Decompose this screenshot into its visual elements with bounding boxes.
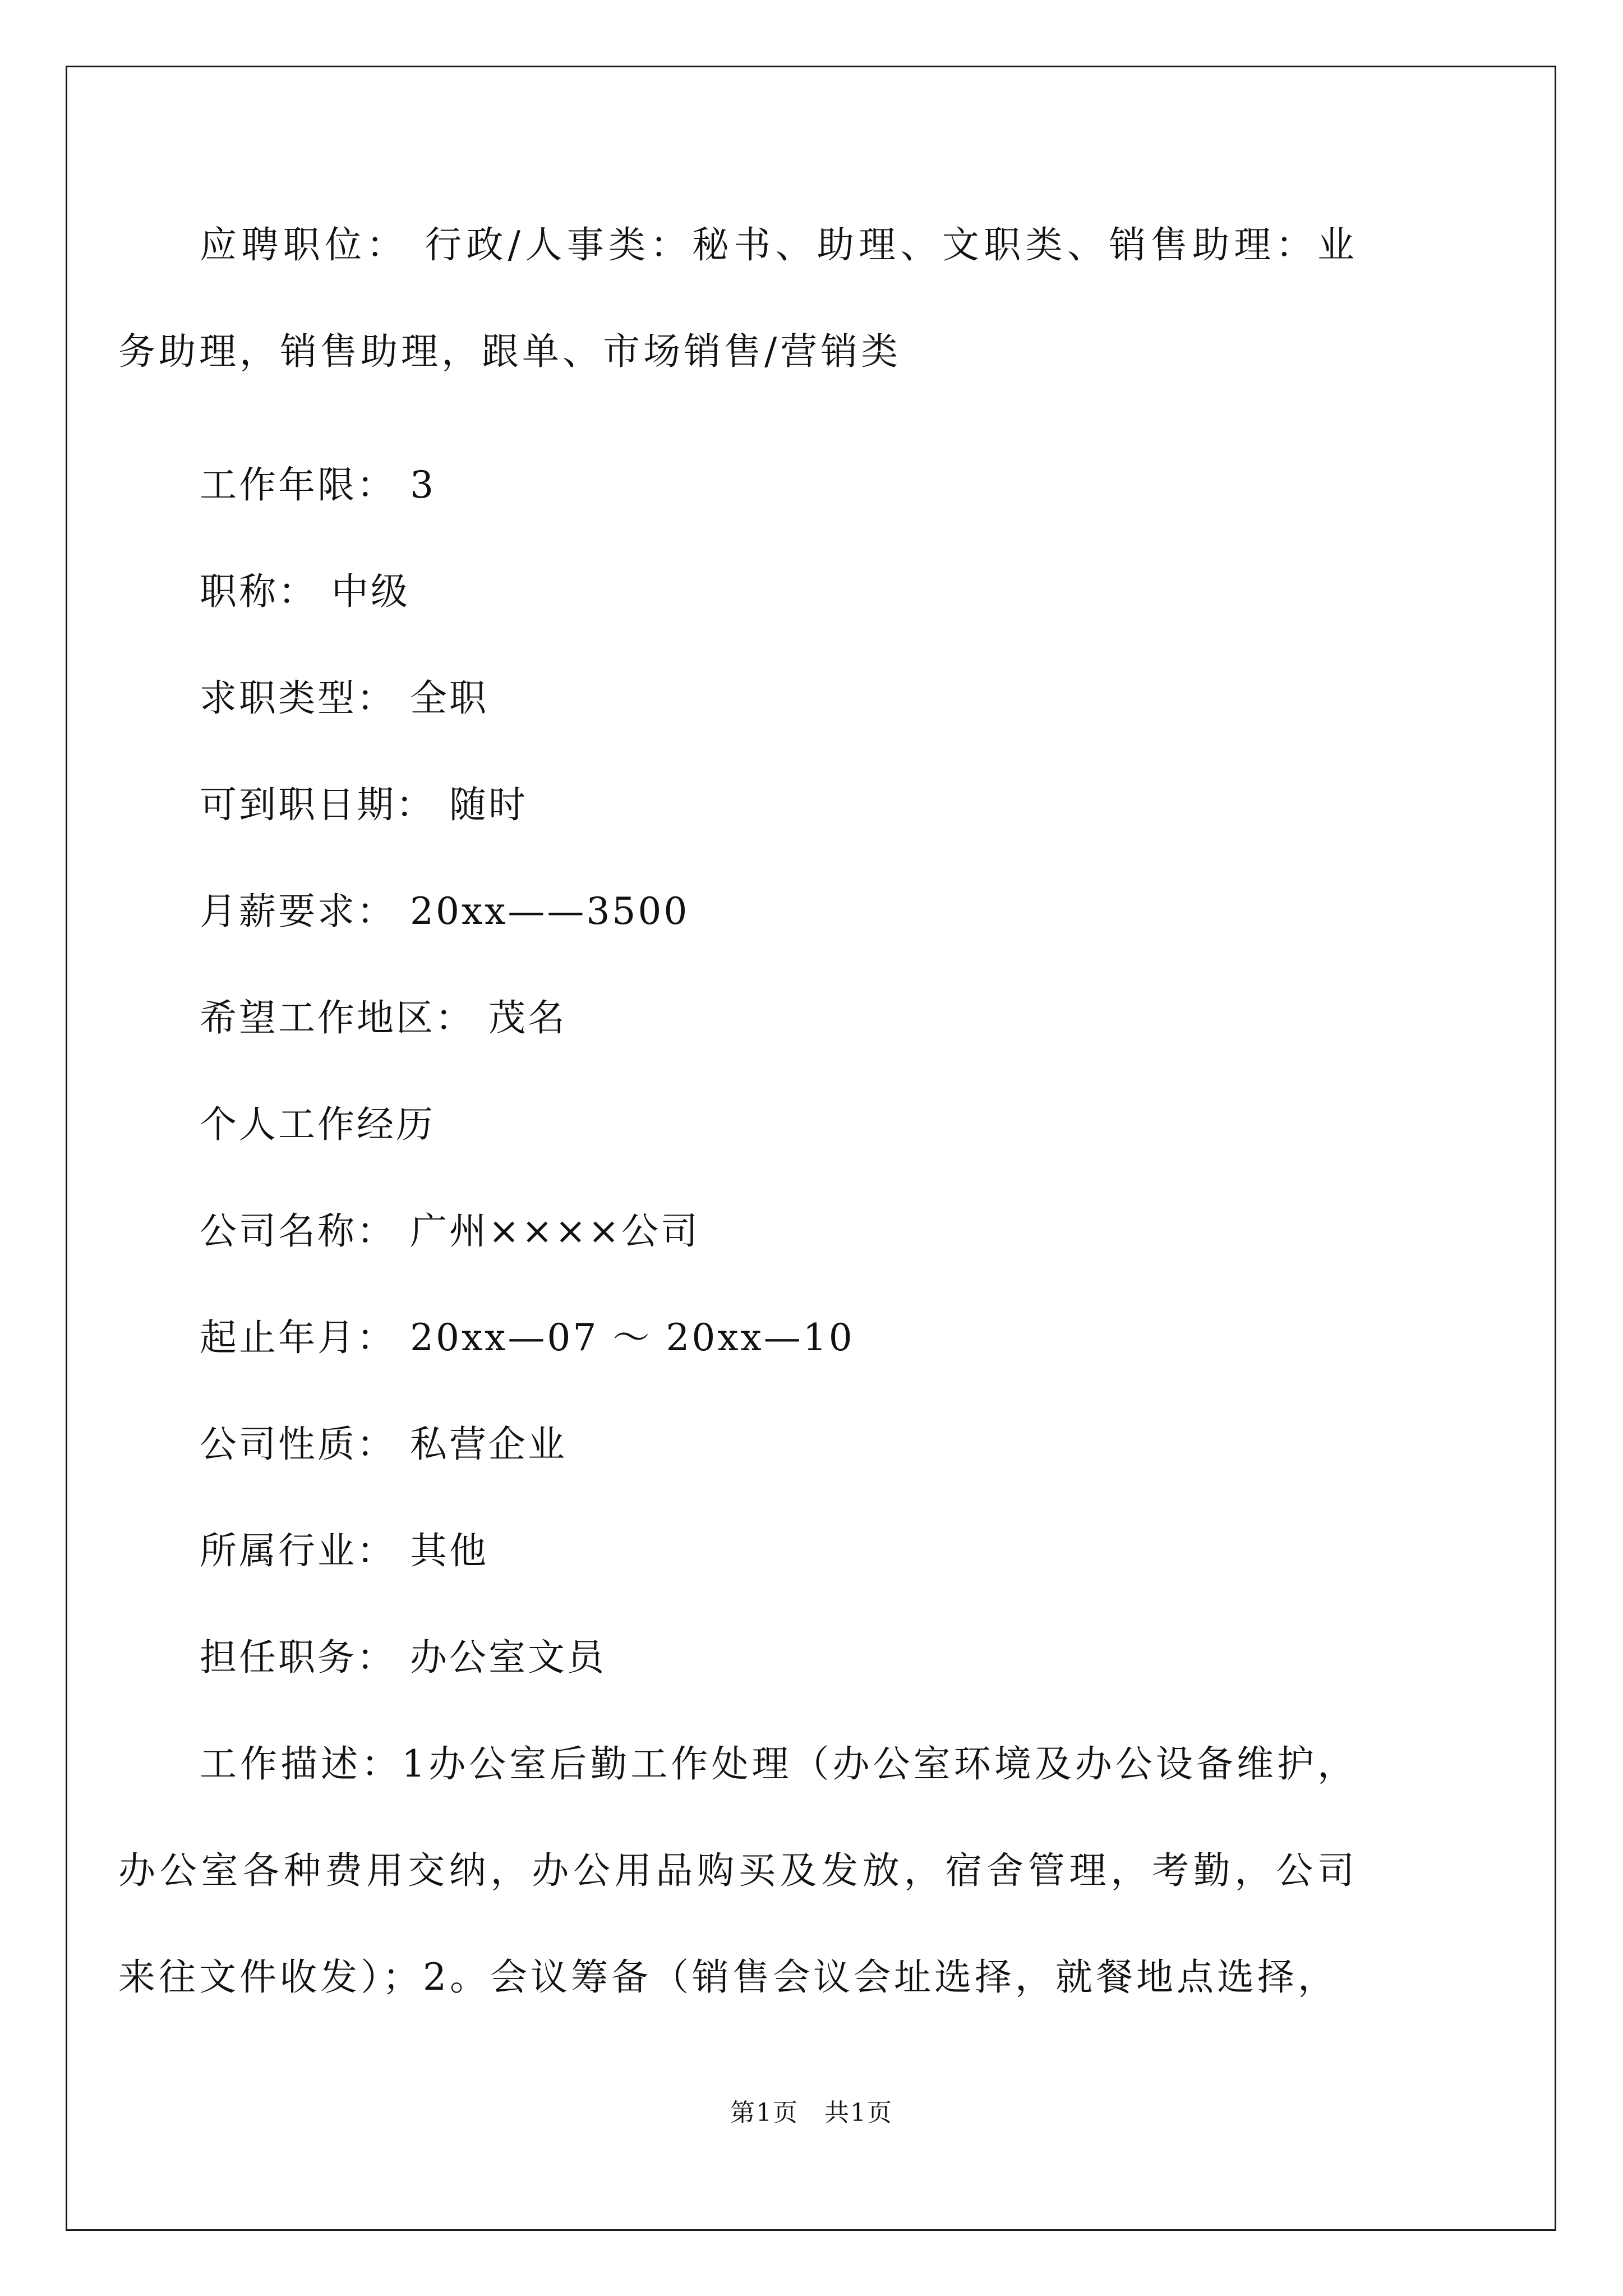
paragraph-position-held: 担任职务： 办公室文员 (200, 1636, 606, 1679)
paragraph-company-type: 公司性质： 私营企业 (200, 1423, 567, 1466)
paragraph-job-type: 求职类型： 全职 (200, 677, 488, 720)
paragraph-industry: 所属行业： 其他 (200, 1529, 488, 1572)
document-body (118, 219, 1433, 2031)
paragraph-work-description: 工作描述：1办公室后勤工作处理（办公室环境及办公设备维护，办公室各种费用交纳，办公用品购买及发放，宿舍管理，考勤，公司来往文件收发）；2。会议筹备（销售会议会址选择，就餐地点选择， (118, 1742, 1358, 1999)
paragraph-salary: 月薪要求： 20xx——3500 (200, 890, 690, 933)
section-heading-work-experience: 个人工作经历 (200, 1103, 435, 1146)
paragraph-position-applied: 应聘职位： 行政/人事类：秘书、助理、文职类、销售助理：业务助理，销售助理，跟单、市场销售/营销类 (118, 223, 1358, 373)
page-number-footer: 第1页 共1页 (730, 2099, 893, 2127)
paragraph-company-name: 公司名称： 广州××××公司 (200, 1209, 700, 1253)
paragraph-work-region: 希望工作地区： 茂名 (200, 996, 567, 1039)
paragraph-available-date: 可到职日期： 随时 (200, 783, 528, 826)
paragraph-title: 职称： 中级 (200, 570, 410, 613)
paragraph-period: 起止年月： 20xx—07 ～ 20xx—10 (200, 1316, 855, 1359)
paragraph-work-years: 工作年限： 3 (200, 463, 436, 507)
